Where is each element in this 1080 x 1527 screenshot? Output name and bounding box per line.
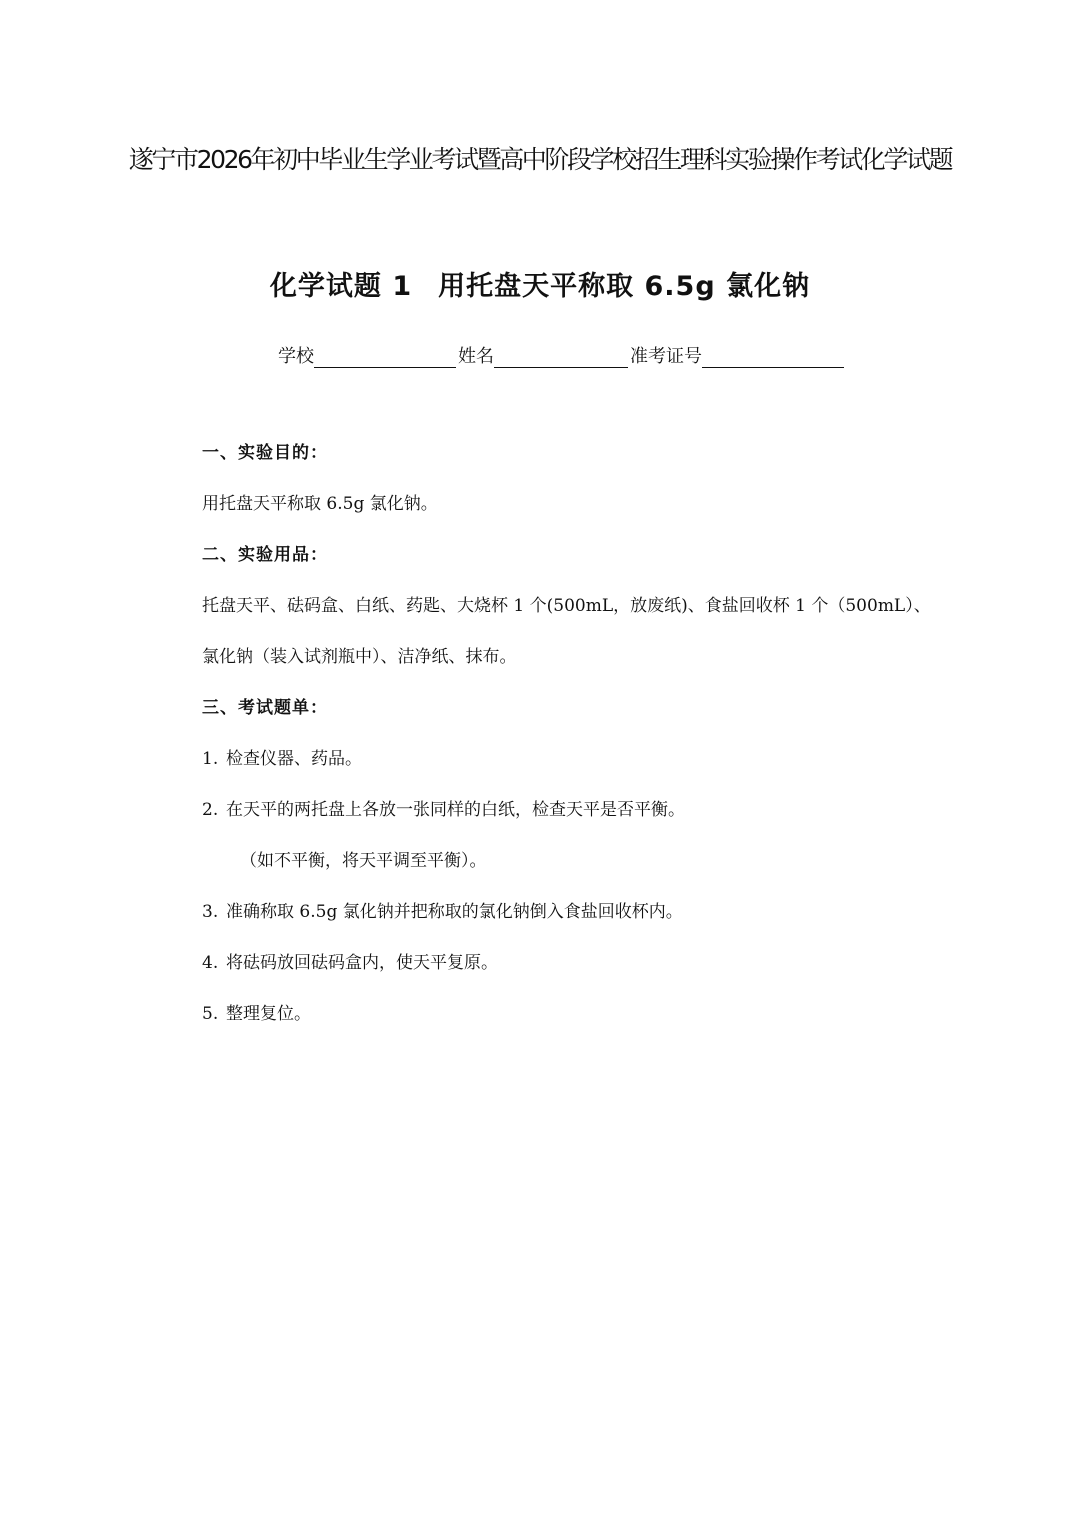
step-item bbox=[202, 948, 498, 973]
materials-heading: 二、实验用品： bbox=[202, 545, 328, 565]
document-title: 遂宁市2026年初中毕业生学业考试暨高中阶段学校招生理科实验操作考试化学试题 bbox=[128, 145, 952, 174]
student-info-row bbox=[278, 342, 846, 368]
step-number: 3. bbox=[202, 902, 219, 922]
experiment-title bbox=[0, 264, 1080, 303]
purpose-text: 用托盘天平称取 6.5g 氯化钠。 bbox=[202, 494, 438, 514]
step-item bbox=[202, 999, 311, 1024]
step-text: 将砝码放回砝码盒内，使天平复原。 bbox=[226, 953, 498, 973]
step-text: 检查仪器、药品。 bbox=[226, 749, 362, 769]
step-number: 5. bbox=[202, 1004, 219, 1024]
name-blank[interactable] bbox=[494, 347, 628, 368]
experiment-number: 化学试题 1 bbox=[269, 271, 413, 302]
step-item bbox=[202, 897, 683, 922]
name-label: 姓名 bbox=[458, 346, 494, 367]
experiment-name: 用托盘天平称取 6.5g 氯化钠 bbox=[438, 271, 811, 302]
step-number: 4. bbox=[202, 953, 219, 973]
ticket-label: 准考证号 bbox=[630, 346, 702, 367]
ticket-blank[interactable] bbox=[702, 347, 844, 368]
materials-line-2: 氯化钠（装入试剂瓶中）、洁净纸、抹布。 bbox=[202, 647, 517, 667]
steps-heading: 三、考试题单： bbox=[202, 698, 328, 718]
step-text: （如不平衡，将天平调至平衡）。 bbox=[240, 851, 487, 871]
step-number: 2. bbox=[202, 800, 219, 820]
step-text: 整理复位。 bbox=[226, 1004, 311, 1024]
step-item bbox=[202, 795, 685, 820]
step-note bbox=[240, 846, 487, 871]
step-text: 准确称取 6.5g 氯化钠并把称取的氯化钠倒入食盐回收杯内。 bbox=[226, 902, 683, 922]
purpose-heading: 一、实验目的： bbox=[202, 443, 328, 463]
step-number: 1. bbox=[202, 749, 219, 769]
step-item bbox=[202, 744, 362, 769]
school-label: 学校 bbox=[278, 346, 314, 367]
step-text: 在天平的两托盘上各放一张同样的白纸，检查天平是否平衡。 bbox=[226, 800, 685, 820]
school-blank[interactable] bbox=[314, 347, 456, 368]
materials-line-1: 托盘天平、砝码盒、白纸、药匙、大烧杯 1 个(500mL，放废纸)、食盐回收杯 1 个（500mL）、 bbox=[202, 596, 931, 616]
